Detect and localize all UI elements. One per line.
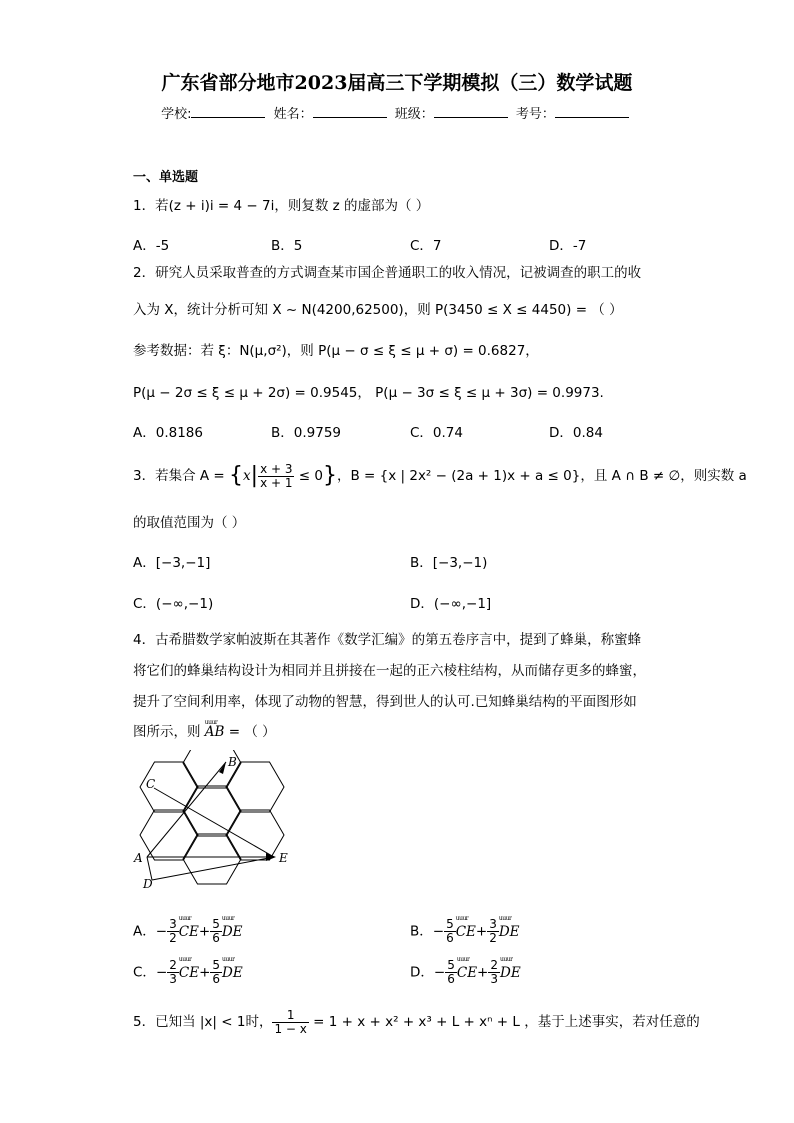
number-label: 考号：	[515, 107, 555, 122]
hexagon-cell	[226, 810, 284, 860]
q3-fraction-denominator: x + 1	[260, 475, 293, 490]
question-2-line-1: 2．研究人员采取普查的方式调查某市国企普通职工的收入情况，记被调查的职工的收	[133, 265, 642, 281]
q4-optc-d1: 3	[169, 972, 177, 986]
q4-optd-n2: 2	[490, 958, 498, 972]
q1-option-d: D．-7	[549, 238, 587, 254]
q4-optb-d1: 6	[446, 931, 454, 945]
q4-optd-label: D．	[410, 964, 434, 981]
vector-ab: uuur AB	[205, 722, 225, 742]
name-blank	[313, 105, 387, 118]
question-5-line-1	[133, 1005, 700, 1039]
q4-optc-sign1: −	[155, 964, 168, 981]
q4-optc-label: C．	[133, 964, 156, 981]
arrowhead-b	[219, 762, 226, 774]
q4-optd-sign1: −	[433, 964, 446, 981]
segment-c-e	[154, 788, 274, 857]
question-4-line-2: 将它们的蜂巢结构设计为相同并且拼接在一起的正六棱柱结构，从而储存更多的蜂蜜，	[133, 663, 646, 679]
q4-optb-v2: uuur DE	[499, 924, 520, 940]
honeycomb-figure	[128, 750, 288, 898]
q4-optb-d2: 2	[489, 931, 497, 945]
q4-opta-n1: 3	[169, 917, 177, 931]
school-label: 学校:	[161, 107, 192, 122]
q4-opta-n2: 5	[212, 917, 220, 931]
question-4-line-3: 提升了空间利用率，体现了动物的智慧，得到世人的认可.已知蜂巢结构的平面图形如	[133, 694, 637, 710]
q4-optc-sign2: +	[199, 964, 211, 981]
q4-opta-v2: uuur DE	[222, 924, 243, 940]
number-blank	[555, 105, 629, 118]
page-title: 广东省部分地市2023届高三下学期模拟（三）数学试题	[161, 72, 633, 94]
q3-option-d: D．(−∞,−1]	[410, 596, 492, 612]
q5-fraction-numerator: 1	[272, 1009, 308, 1023]
hexagon-cell	[183, 786, 241, 836]
q2-option-a: A．0.8186	[133, 425, 203, 441]
q5-pre: 5．已知当 |x| < 1时，	[133, 1014, 273, 1030]
q4-opta-d2: 6	[212, 931, 220, 945]
q3-option-b: B．[−3,−1)	[410, 555, 488, 571]
q5-post: = 1 + x + x² + x³ + L + xⁿ + L ，基于上述事实，若对任意的	[308, 1014, 700, 1030]
q4-opta-label: A．	[133, 923, 156, 940]
q1-option-b: B．5	[271, 238, 303, 254]
q4-optb-sign2: +	[475, 923, 488, 940]
point-label-d: D	[143, 877, 153, 891]
q4-optc-d2: 6	[212, 972, 221, 986]
q4-opta-sign1: −	[155, 923, 168, 940]
q3-set-a-tail: ≤ 0	[298, 468, 323, 484]
name-label: 姓名：	[273, 107, 313, 122]
hexagon-cell	[183, 834, 241, 884]
school-blank	[191, 105, 265, 118]
q3-set-a-var: x	[243, 468, 251, 484]
q4-optd-d2: 3	[490, 972, 498, 986]
q4-opta-d1: 2	[169, 931, 177, 945]
q2-option-c: C．0.74	[410, 425, 463, 441]
q4-optc-n2: 5	[212, 958, 221, 972]
q5-fraction	[272, 1009, 308, 1036]
q4-line4-pre: 图所示，则	[133, 724, 205, 740]
set-bar-icon: |	[250, 463, 259, 488]
q4-optd-sign2: +	[477, 964, 489, 981]
q4-optd-d1: 6	[447, 972, 455, 986]
q3-set-b: ，B = {x | 2x² − (2a + 1)x + a ≤ 0}，且 A ∩ B ≠ ∅，则实数 a	[336, 468, 747, 484]
question-1-stem: 1．若(z + i)i = 4 − 7i，则复数 z 的虚部为（ ）	[133, 198, 430, 214]
q4-optc-n1: 2	[169, 958, 177, 972]
q2-option-b: B．0.9759	[271, 425, 341, 441]
arrowhead-e	[266, 853, 276, 861]
q1-option-c: C．7	[410, 238, 442, 254]
section-heading: 一、单选题	[133, 170, 199, 185]
q4-optc-v2: uuur DE	[222, 965, 243, 981]
q4-opta-sign2: +	[198, 923, 211, 940]
point-label-a: A	[134, 851, 143, 865]
q4-optb-n2: 3	[489, 917, 497, 931]
question-4-line-1: 4．古希腊数学家帕波斯在其著作《数学汇编》的第五卷序言中，提到了蜂巢，称蜜蜂	[133, 632, 642, 648]
q5-fraction-denominator: 1 − x	[274, 1021, 307, 1036]
q4-optb-label: B．	[410, 923, 433, 940]
q4-optd-v1: uuur CE	[457, 965, 477, 981]
q4-optb-sign1: −	[432, 923, 445, 940]
q4-option-b	[410, 918, 520, 945]
q4-option-d	[410, 959, 521, 986]
q3-option-a: A．[−3,−1]	[133, 555, 211, 571]
q4-option-a	[133, 918, 243, 945]
question-3-line-1	[133, 458, 747, 494]
question-2-reference-1: 参考数据：若 ξ：N(μ,σ²)，则 P(μ − σ ≤ ξ ≤ μ + σ) = 0.6827，	[133, 343, 539, 359]
question-2-line-2: 入为 X，统计分析可知 X ~ N(4200,62500)，则 P(3450 ≤ X ≤ 4450) = （ ）	[133, 302, 623, 318]
q2-option-d: D．0.84	[549, 425, 603, 441]
point-label-c: C	[146, 777, 156, 791]
q1-option-a: A．-5	[133, 238, 170, 254]
q4-opta-v1: uuur CE	[179, 924, 199, 940]
question-2-reference-2: P(μ − 2σ ≤ ξ ≤ μ + 2σ) = 0.9545， P(μ − 3σ ≤ ξ ≤ μ + 3σ) = 0.9973.	[133, 385, 604, 401]
class-label: 班级：	[394, 107, 434, 122]
q3-option-c: C．(−∞,−1)	[133, 596, 214, 612]
q3-fraction-numerator: x + 3	[260, 461, 293, 476]
question-4-line-4	[133, 722, 276, 742]
hexagon-cell	[226, 762, 284, 812]
q4-optb-v1: uuur CE	[456, 924, 476, 940]
hexagon-cell	[140, 810, 198, 860]
question-3-line-2: 的取值范围为（ ）	[133, 515, 246, 531]
q4-optd-n1: 5	[447, 958, 455, 972]
brace-close-icon: }	[322, 463, 337, 488]
point-label-b: B	[228, 755, 237, 769]
q4-optc-v1: uuur CE	[179, 965, 199, 981]
q4-optd-v2: uuur DE	[500, 965, 521, 981]
q4-option-c	[133, 959, 243, 986]
q3-prefix: 3．若集合 A =	[133, 468, 230, 484]
q3-set-a-fraction	[258, 463, 294, 490]
student-info-line	[0, 103, 794, 122]
brace-open-icon: {	[229, 463, 244, 488]
class-blank	[434, 105, 508, 118]
q4-optb-n1: 5	[446, 917, 454, 931]
point-label-e: E	[279, 851, 288, 865]
q4-line4-post: = （ ）	[224, 724, 276, 740]
